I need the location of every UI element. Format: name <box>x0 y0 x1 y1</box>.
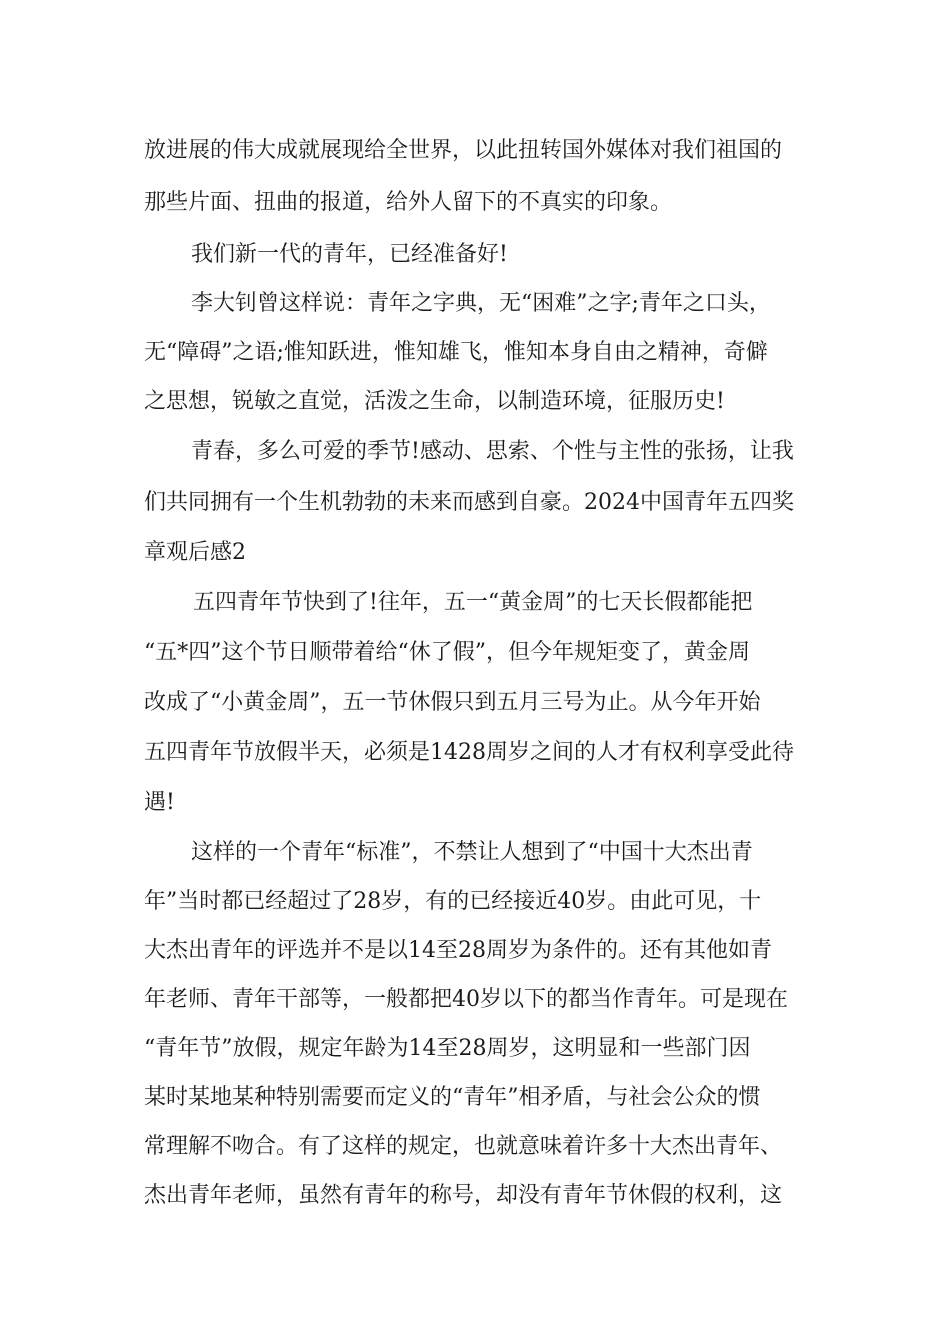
text-line: 无“障碍”之语;惟知跃进，惟知雄飞，惟知本身自由之精神，奇僻 <box>144 340 768 365</box>
text-line: 那些片面、扭曲的报道，给外人留下的不真实的印象。 <box>144 190 673 215</box>
text-line: 常理解不吻合。有了这样的规定，也就意味着许多十大杰出青年、 <box>144 1134 783 1159</box>
text-line: 放进展的伟大成就展现给全世界，以此扭转国外媒体对我们祖国的 <box>144 138 783 163</box>
text-line: 杰出青年老师，虽然有青年的称号，却没有青年节休假的权利，这 <box>144 1183 783 1208</box>
text-line: “青年节”放假，规定年龄为14至28周岁，这明显和一些部门因 <box>144 1036 751 1061</box>
text-line: 改成了“小黄金周”，五一节休假只到五月三号为止。从今年开始 <box>144 690 761 715</box>
text-line: 章观后感2 <box>144 540 246 565</box>
text-line: 我们新一代的青年，已经准备好! <box>191 242 508 267</box>
text-line: 遇! <box>144 790 175 815</box>
text-line: 大杰出青年的评选并不是以14至28周岁为条件的。还有其他如青 <box>144 938 772 963</box>
text-line: 五四青年节快到了!往年，五一“黄金周”的七天长假都能把 <box>193 590 753 615</box>
text-line: 年老师、青年干部等，一般都把40岁以下的都当作青年。可是现在 <box>144 987 788 1012</box>
text-line: 某时某地某种特别需要而定义的“青年”相矛盾，与社会公众的惯 <box>144 1085 761 1110</box>
text-line: “五*四”这个节日顺带着给“休了假”，但今年规矩变了，黄金周 <box>144 640 750 665</box>
text-line: 李大钊曾这样说：青年之字典，无“困难”之字;青年之口头， <box>191 291 771 316</box>
text-line: 青春，多么可爱的季节!感动、思索、个性与主性的张扬，让我 <box>191 439 794 464</box>
text-line: 这样的一个青年“标准”，不禁让人想到了“中国十大杰出青 <box>191 840 753 865</box>
text-line: 五四青年节放假半天，必须是1428周岁之间的人才有权利享受此待 <box>144 740 794 765</box>
text-line: 年”当时都已经超过了28岁，有的已经接近40岁。由此可见，十 <box>144 889 762 914</box>
text-line: 们共同拥有一个生机勃勃的未来而感到自豪。2024中国青年五四奖 <box>144 490 794 515</box>
text-line: 之思想，锐敏之直觉，活泼之生命，以制造环境，征服历史! <box>144 389 725 414</box>
